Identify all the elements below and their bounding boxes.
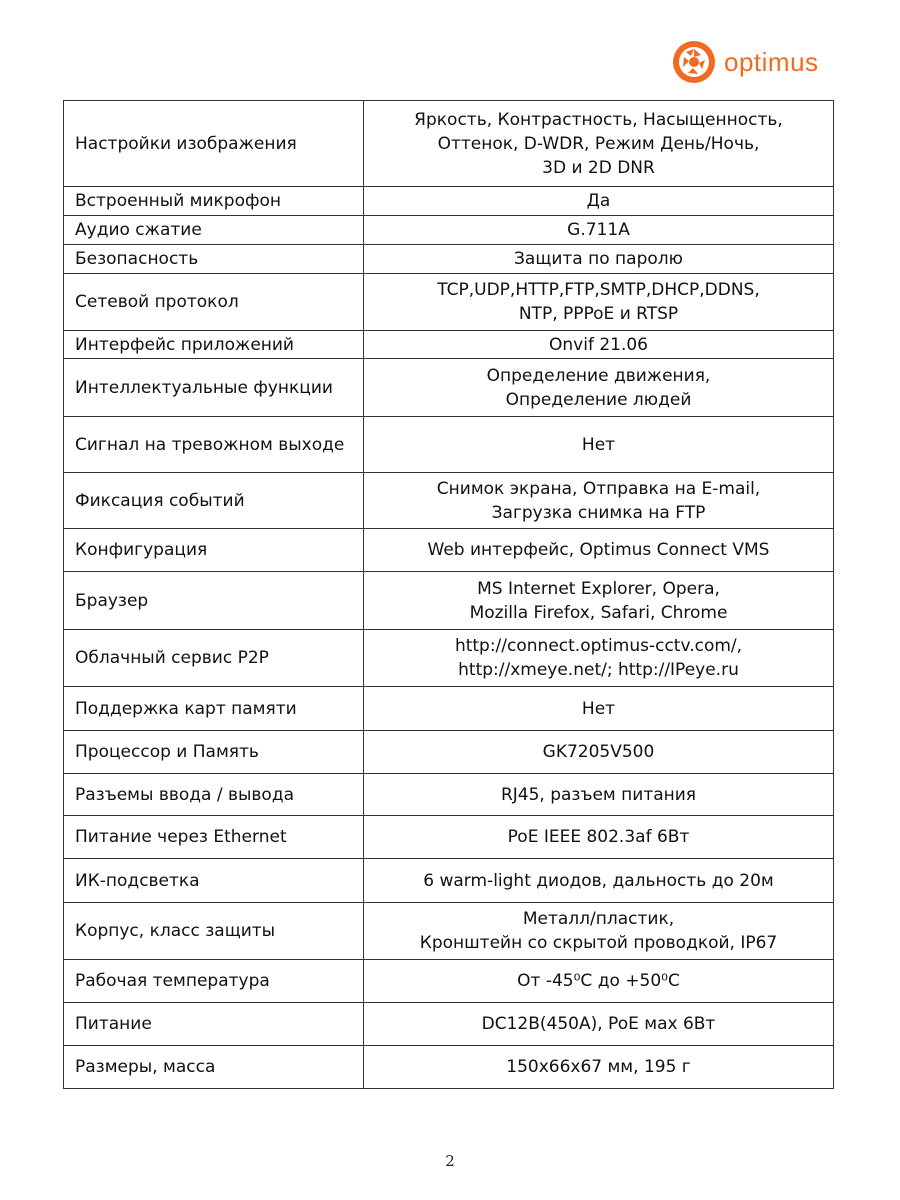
spec-value [364,572,834,630]
spec-value [364,816,834,859]
value-line: Яркость, Контрастность, Насыщенность, [414,109,783,130]
table-row [64,960,834,1003]
value-line: Защита по паролю [514,249,683,269]
table-row [64,630,834,687]
table-row [64,331,834,359]
value-line: G.711A [567,220,630,240]
spec-label: Облачный сервис P2P [64,630,364,687]
value-line: От -45⁰С до +50⁰С [517,971,680,991]
value-line: Оттенок, D-WDR, Режим День/Ночь, [437,133,760,154]
spec-label: Браузер [64,572,364,630]
spec-value [364,245,834,274]
spec-label: Настройки изображения [64,101,364,187]
table-row [64,572,834,630]
spec-value [364,101,834,187]
spec-label: Рабочая температура [64,960,364,1003]
spec-label: ИК-подсветка [64,859,364,903]
spec-value [364,903,834,960]
spec-label: Разъемы ввода / вывода [64,774,364,816]
value-line: Mozilla Firefox, Safari, Chrome [469,602,728,623]
value-line: Web интерфейс, Optimus Connect VMS [427,540,770,560]
spec-label: Сетевой протокол [64,274,364,331]
value-line: 150х66х67 мм, 195 г [506,1057,691,1077]
table-row [64,417,834,473]
value-line: DC12В(450А), PoE мах 6Вт [481,1014,716,1034]
value-line: http://xmeye.net/; http://IPeye.ru [458,660,739,680]
spec-value [364,187,834,216]
table-row [64,473,834,529]
spec-label: Питание [64,1003,364,1046]
table-row [64,687,834,731]
value-line: 6 warm-light диодов, дальность до 20м [423,870,774,891]
spec-table [63,100,834,1089]
spec-label: Встроенный микрофон [64,187,364,216]
spec-value [364,1046,834,1089]
value-line: Металл/пластик, [522,909,675,929]
table-row [64,1046,834,1089]
spec-label: Интерфейс приложений [64,331,364,359]
spec-value [364,274,834,331]
spec-value [364,529,834,572]
spec-label: Питание через Ethernet [64,816,364,859]
spec-value [364,359,834,417]
spec-label: Корпус, класс защиты [64,903,364,960]
brand-logo [672,40,819,84]
spec-value [364,473,834,529]
spec-label: Фиксация событий [64,473,364,529]
value-line: Снимок экрана, Отправка на E-mail, [436,478,761,499]
table-row [64,731,834,774]
spec-label: Поддержка карт памяти [64,687,364,731]
spec-label: Конфигурация [64,529,364,572]
table-row [64,1003,834,1046]
table-row [64,245,834,274]
value-line: RJ45, разъем питания [500,784,697,805]
spec-value [364,774,834,816]
value-line: 3D и 2D DNR [542,157,655,178]
value-line: MS Internet Explorer, Opera, [477,578,720,599]
value-line: http://connect.optimus-cctv.com/, [454,636,743,656]
table-row [64,816,834,859]
table-row [64,774,834,816]
table-row [64,903,834,960]
spec-label: Процессор и Память [64,731,364,774]
table-row [64,216,834,245]
spec-value [364,1003,834,1046]
spec-label: Безопасность [64,245,364,274]
spec-value [364,859,834,903]
brand-name: optimus [724,46,819,77]
value-line: Определение движения, [486,365,711,386]
value-line: Нет [581,698,616,719]
spec-value [364,960,834,1003]
aperture-logo-icon [672,40,716,84]
spec-label: Размеры, масса [64,1046,364,1089]
value-line: GK7205V500 [542,742,655,762]
table-row [64,859,834,903]
spec-value [364,216,834,245]
spec-value [364,630,834,687]
value-line: Нет [581,434,616,455]
value-line: Да [586,191,611,211]
value-line: Onvif 21.06 [549,334,648,355]
value-line: Определение людей [505,389,692,410]
table-row [64,529,834,572]
spec-value [364,731,834,774]
spec-value [364,417,834,473]
spec-label: Сигнал на тревожном выходе [64,417,364,473]
value-line: PoE IEEE 802.3af 6Вт [507,827,690,847]
spec-label: Аудио сжатие [64,216,364,245]
value-line: TCP,UDP,HTTP,FTP,SMTP,DHCP,DDNS, [437,280,760,300]
table-row [64,187,834,216]
spec-value [364,331,834,359]
spec-value [364,687,834,731]
page-number: 2 [445,1152,455,1170]
spec-label: Интеллектуальные функции [64,359,364,417]
value-line: Кронштейн со скрытой проводкой, IP67 [419,933,778,953]
table-row [64,274,834,331]
table-row [64,101,834,187]
table-row [64,359,834,417]
value-line: Загрузка снимка на FTP [491,502,706,523]
value-line: NTP, PPPoE и RTSP [518,304,679,324]
